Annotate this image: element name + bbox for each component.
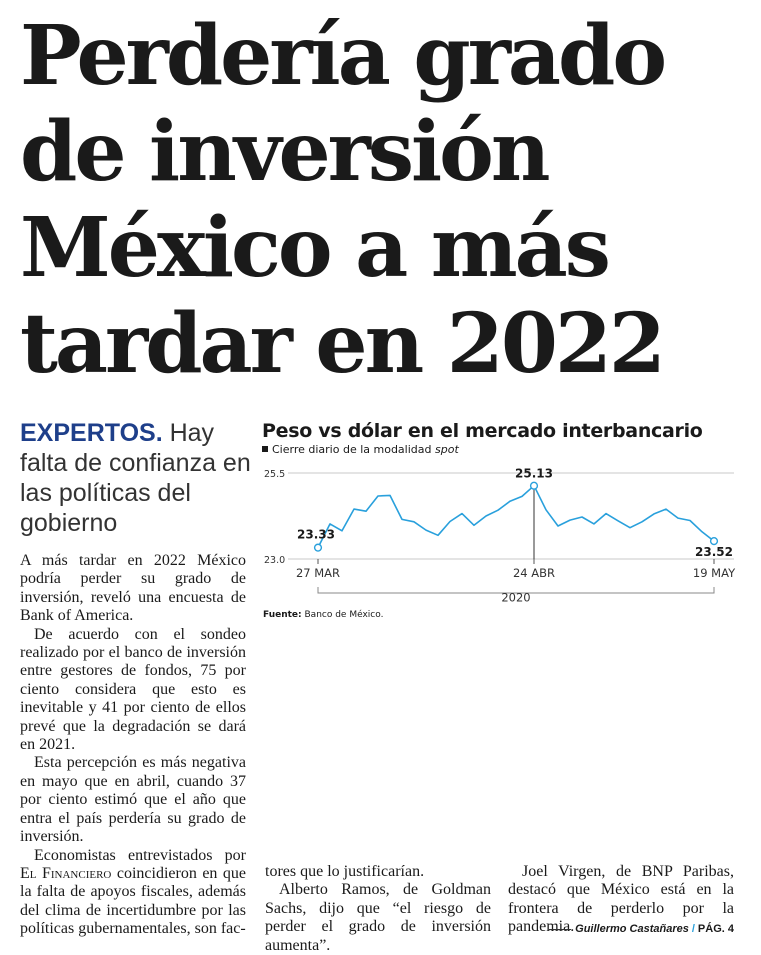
- chart-subtitle-italic: spot: [435, 443, 459, 456]
- article-column-2: [265, 863, 491, 955]
- data-label: 25.13: [515, 466, 553, 481]
- headline-line: México a más: [20, 200, 608, 296]
- kicker: [20, 418, 255, 538]
- paragraph-text: Economistas entrevistados por: [34, 846, 246, 864]
- headline-line: de inversión: [20, 104, 548, 200]
- headline-line: tardar en 2022: [20, 296, 663, 392]
- article-column-1: [20, 552, 246, 939]
- x-tick-label: 24 ABR: [512, 566, 556, 580]
- data-point: [711, 538, 718, 545]
- year-label: 2020: [501, 590, 531, 605]
- byline: [508, 921, 734, 937]
- chart-subtitle: [262, 443, 459, 457]
- page-reference: PÁG. 4: [697, 923, 734, 935]
- data-label: 23.52: [695, 545, 733, 560]
- kicker-keyword: EXPERTOS.: [20, 419, 163, 447]
- paragraph: De acuerdo con el sondeo realizado por el banco de inversión entre gestores de fondos, 75 por ciento considera que esto es inevitable y 41 por ciento de ellos prevé que la degradación se dará en 2021.: [20, 625, 246, 754]
- headline-line: Perdería grado: [20, 8, 665, 104]
- x-tick-label: 27 MAR: [295, 566, 341, 580]
- paragraph: Esta percepción es más negativa en mayo que en abril, cuando 37 por ciento estimó que el año que entra el país perdería su grado de inversión.: [20, 754, 246, 846]
- headline: [20, 8, 750, 392]
- paragraph: A más tardar en 2022 México podría perder su grado de inversión, reveló una encuesta de Bank of America.: [20, 552, 246, 625]
- y-tick-label: 25.5: [264, 469, 286, 480]
- paragraph: Joel Virgen, de BNP Paribas, destacó que México está en la frontera de perderlo por la pandemia.: [508, 863, 734, 936]
- chart-subtitle-text: Cierre diario de la modalidad: [272, 443, 432, 456]
- byline-rule: [549, 929, 571, 930]
- series-line: [318, 486, 714, 548]
- source-text: Banco de México.: [304, 610, 384, 620]
- data-point: [531, 482, 538, 489]
- paragraph: [20, 847, 246, 939]
- bullet-square-icon: [262, 446, 268, 452]
- paragraph-text: coincidieron en que la falta de apoyos fiscales, además del clima de incertidumbre por las políticas gubernamentales, son fac-: [20, 864, 246, 938]
- data-point: [315, 544, 322, 551]
- chart-source: [263, 609, 383, 621]
- kicker-text: Hay falta de confianza en las políticas del gobierno: [20, 419, 251, 537]
- source-label: Fuente:: [263, 610, 302, 620]
- paragraph: Alberto Ramos, de Goldman Sachs, dijo que “el riesgo de perder el grado de inversión aumenta”.: [265, 881, 491, 954]
- publication-name: El Financiero: [20, 864, 112, 882]
- y-tick-label: 23.0: [264, 555, 286, 566]
- data-label: 23.33: [297, 527, 335, 542]
- byline-author: Guillermo Castañares: [575, 923, 689, 935]
- paragraph: tores que lo justificarían.: [265, 863, 425, 880]
- line-chart: [258, 460, 738, 608]
- slash-icon: /: [691, 923, 695, 935]
- chart-title: Peso vs dólar en el mercado interbancario: [262, 420, 703, 442]
- x-tick-label: 19 MAY: [692, 566, 736, 580]
